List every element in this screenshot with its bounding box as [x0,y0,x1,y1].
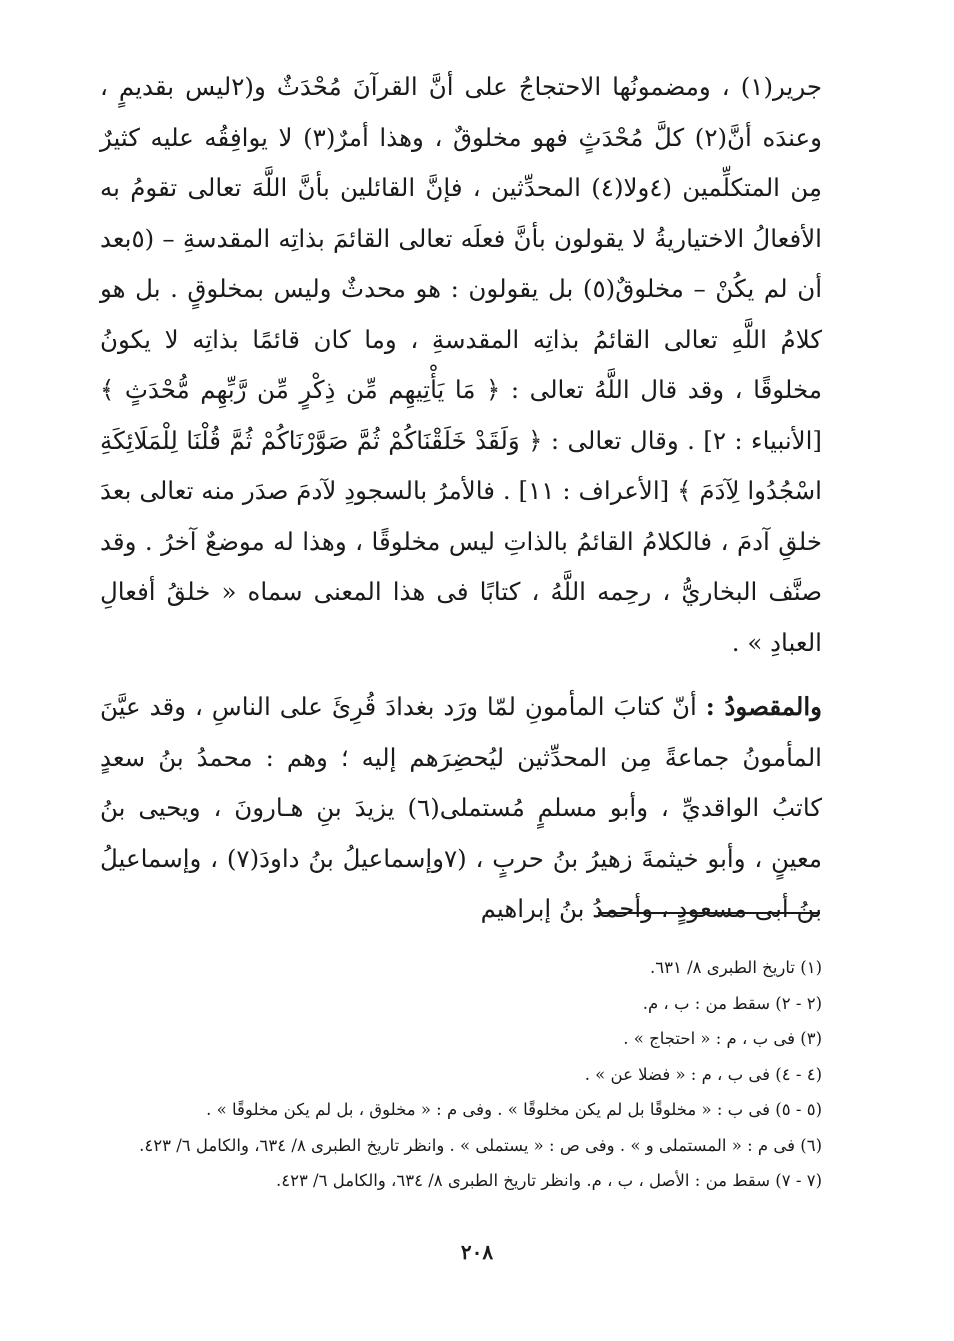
footnote: (٣) فى ب ، م : « احتجاج » . [623,1029,822,1048]
main-text [100,62,822,935]
paragraph [100,682,822,935]
paragraph-lead-word: والمقصودُ : [705,692,822,721]
footnote: (٥ - ٥) فى ب : « مخلوقًا بل لم يكن مخلوقًا » . وفى م : « مخلوق ، بل لم يكن مخلوقًا » . [206,1100,822,1119]
page-number: ٢٠٨ [460,1240,494,1264]
footnotes [100,950,822,1199]
footnote: (٤ - ٤) فى ب ، م : « فضلا عن » . [584,1064,822,1084]
paragraph: جرير(١) ، ومضمونُها الاحتجاجُ على أنَّ القرآنَ مُحْدَثٌ و(٢ليس بقديمٍ ، وعندَه أنَّ(٢) كلَّ مُحْدَثٍ فهو مخلوقٌ ، وهذا أمرٌ(٣) لا يوافِقُه عليه كثيرٌ مِن المتكلِّمين (٤ولا(٤) المحدِّثين ، فإنَّ القائلين بأنَّ اللَّهَ تعالى تقومُ به الأفعالُ الاختياريةُ لا يقولون بأنَّ فعلَه تعالى القائمَ بذاتِه المقدسةِ – (٥بعد أن لم يكُنْ – مخلوقٌ(٥) بل يقولون : هو محدثٌ وليس بمخلوقٍ . بل هو كلامُ اللَّهِ تعالى القائمُ بذاتِه المقدسةِ ، وما كان قائمًا بذاتِه لا يكونُ مخلوقًا ، وقد قال اللَّهُ تعالى : ﴿ مَا يَأْتِيهِم مِّن ذِكْرٍ مِّن رَّبِّهِم مُّحْدَثٍ ﴾ [الأنبياء : ٢] . وقال تعالى : ﴿ وَلَقَدْ خَلَقْنَاكُمْ ثُمَّ صَوَّرْنَاكُمْ ثُمَّ قُلْنَا لِلْمَلَائِكَةِ اسْجُدُوا لِآدَمَ ﴾ [الأعراف : ١١] . فالأمرُ بالسجودِ لآدمَ صدَر منه تعالى بعدَ خلقِ آدمَ ، فالكلامُ القائمُ بالذاتِ ليس مخلوقًا ، وهذا له موضعٌ آخرُ . وقد صنَّف البخاريُّ ، رحِمه اللَّهُ ، كتابًا فى هذا المعنى سماه « خلقُ أفعالِ العبادِ » . [100,72,822,657]
footnote: (٦) فى م : « المستملى و » . وفى ص : « يستملى » . وانظر تاريخ الطبرى ٨/ ٦٣٤، والكامل ٦/ ٤٢٣. [139,1135,822,1155]
footnote: (٢ - ٢) سقط من : ب ، م. [642,993,822,1013]
paragraph-text: أنّ كتابَ المأمونِ لمّا ورَد بغدادَ قُرِئَ على الناسِ ، وقد عيَّنَ المأمونُ جماعةً مِن المحدِّثين ليُحضِرَهم إليه ؛ وهم : محمدُ بنُ سعدٍ كاتبُ الواقديِّ ، وأبو مسلمٍ مُستملى(٦) يزيدَ بنِ هـارونَ ، ويحيى بنُ معينٍ ، وأبو خيثمةَ زهيرُ بنُ حربٍ ، (٧وإسماعيلُ بنُ داودَ(٧) ، وإسماعيلُ بنُ أبى مسعودٍ ، وأحمدُ بنُ إبراهيم [100,692,822,923]
footnote: (١) تاريخ الطبرى ٨/ ٦٣١. [650,958,822,977]
footnote-separator [598,912,820,914]
footnote: (٧ - ٧) سقط من : الأصل ، ب ، م. وانظر تاريخ الطبرى ٨/ ٦٣٤، والكامل ٦/ ٤٢٣. [275,1171,822,1190]
